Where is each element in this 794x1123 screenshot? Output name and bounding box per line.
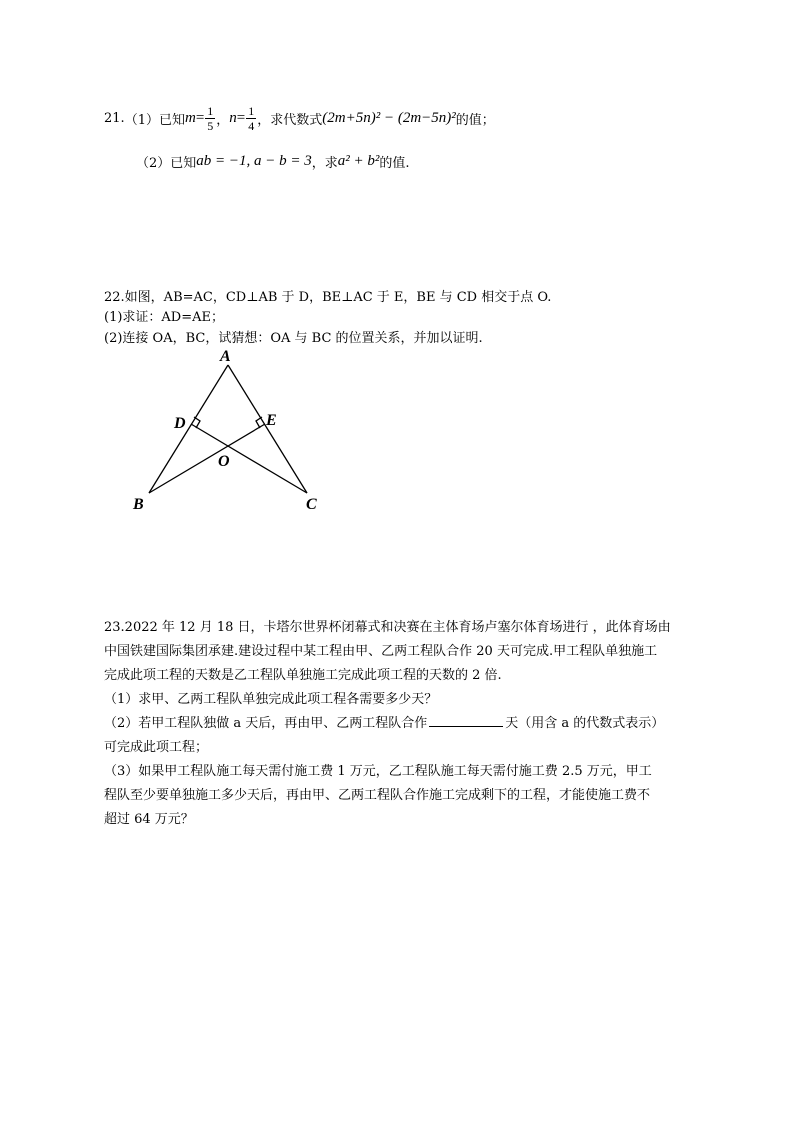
- target-expression: a² + b²: [337, 152, 380, 169]
- q23-part2-row: [104, 712, 698, 736]
- equals-sign-2: =: [236, 109, 246, 126]
- q23-block: [104, 616, 698, 832]
- n-expr: [229, 110, 245, 127]
- q23-part2-a: （2）若甲工程队独做 a 天后，再由甲、乙两工程队合作: [104, 716, 428, 731]
- q23-line3: 完成此项工程的天数是乙工程队单独施工完成此项工程的天数的 2 倍.: [104, 668, 502, 683]
- q23-part1: （1）求甲、乙两工程队单独完成此项工程各需要多少天？: [104, 692, 438, 707]
- n-denominator: 4: [248, 118, 255, 133]
- q21-part2-mid: ，求: [311, 155, 338, 171]
- q21-part1: [104, 100, 495, 136]
- m-variable: m: [184, 109, 196, 126]
- q21-part1-mid: ，求代数式: [257, 112, 323, 128]
- q22-line1: 22.如图，AB=AC，CD⊥AB 于 D，BE⊥AC 于 E，BE 与 CD 相交于点 O.: [104, 290, 552, 305]
- label-a: A: [220, 348, 231, 365]
- q21-part2: [136, 150, 410, 172]
- q23-part2-b: 天（用含 a 的代数式表示）: [505, 716, 665, 731]
- q21-number: 21.: [104, 110, 125, 126]
- label-b: B: [133, 496, 144, 513]
- segment-be: [149, 424, 265, 493]
- label-o: O: [218, 453, 230, 470]
- triangle-figure: [120, 345, 350, 520]
- n-numerator: 1: [248, 103, 255, 118]
- q23-part3-a: （3）如果甲工程队施工每天需付施工费 1 万元，乙工程队施工每天需付施工费 2.5 万元，甲工: [104, 764, 652, 779]
- answer-blank[interactable]: [429, 714, 503, 727]
- q21-part2-label: （2）已知: [136, 155, 197, 171]
- algebraic-expression: (2m+5n)² − (2m−5n)²: [322, 109, 456, 126]
- n-fraction: [246, 105, 256, 132]
- given-conditions: ab = −1, a − b = 3: [196, 152, 312, 169]
- q21-part1-label: （1）已知: [124, 112, 185, 128]
- q22-line2: (1)求证：AD=AE；: [104, 310, 224, 325]
- q21-part2-end: 的值.: [379, 155, 410, 171]
- m-expr: [185, 110, 204, 127]
- label-c: C: [306, 496, 317, 513]
- m-numerator: 1: [207, 103, 214, 118]
- segment-cd: [191, 424, 307, 493]
- q23-part3-b: 程队至少要单独施工多少天后，再由甲、乙两工程队合作施工完成剩下的工程，才能使施工费不: [104, 788, 651, 803]
- segment-ab: [149, 365, 228, 493]
- q23-line1: 23.2022 年 12 月 18 日，卡塔尔世界杯闭幕式和决赛在主体育场卢塞尔体育场进行 ，此体育场由: [104, 620, 671, 635]
- label-e: E: [266, 412, 277, 429]
- label-d: D: [174, 415, 186, 432]
- equals-sign: =: [195, 109, 205, 126]
- q23-part2-c: 可完成此项工程；: [104, 740, 209, 755]
- q22-line3: (2)连接 OA，BC，试猜想：OA 与 BC 的位置关系，并加以证明.: [104, 331, 483, 346]
- comma: ，: [216, 112, 230, 128]
- q21-part1-end: 的值；: [455, 112, 495, 128]
- m-fraction: [205, 105, 215, 132]
- q23-part3-c: 超过 64 万元？: [104, 812, 194, 827]
- m-denominator: 5: [207, 118, 214, 133]
- q23-line2: 中国铁建国际集团承建.建设过程中某工程由甲、乙两工程队合作 20 天可完成.甲工程队单独施工: [104, 644, 658, 659]
- n-variable: n: [229, 109, 237, 126]
- segment-ac: [228, 365, 307, 493]
